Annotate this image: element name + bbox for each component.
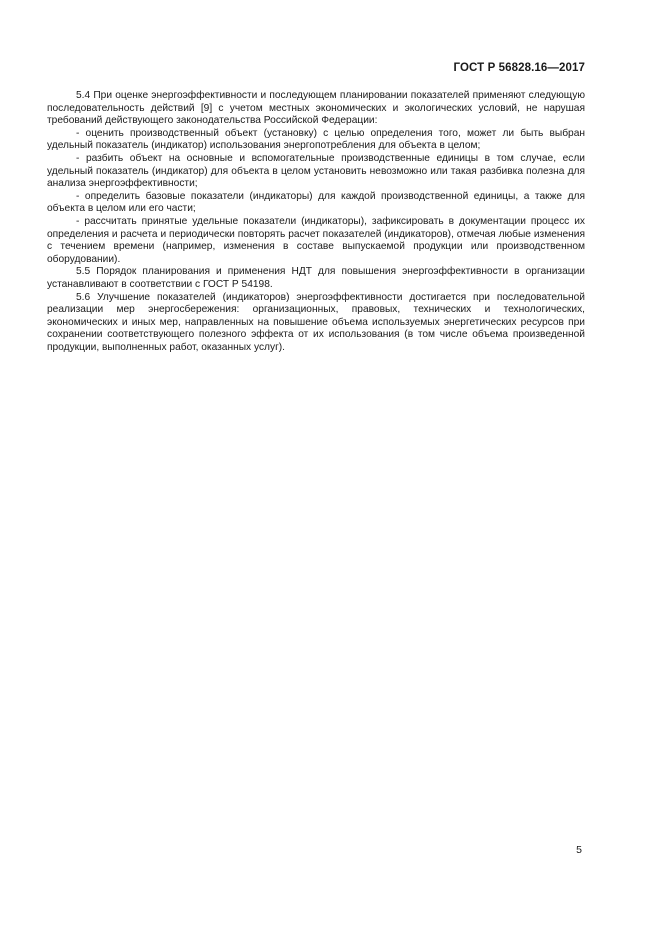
list-item-evaluate-object: - оценить производственный объект (установку) с целью определения того, может ли быть выбран удельный показатель (индикатор) использования энергопотребления для объекта в целом;: [47, 127, 585, 152]
list-item-split-object: - разбить объект на основные и вспомогательные производственные единицы в том случае, если удельный показатель (индикатор) для объекта в целом установить невозможно или такая разбивка полезна для анализа энергоэффективности;: [47, 152, 585, 190]
paragraph-5-6: 5.6 Улучшение показателей (индикаторов) энергоэффективности достигается при последовательной реализации мер энергосбережения: организационных, правовых, технических и технологических, экономических и иных мер, направленных на повышение объема используемых энергетических ресурсов при сохранении соответствующего полезного эффекта от их использования (в том числе объема произведенной продукции, выполненных работ, оказанных услуг).: [47, 291, 585, 353]
paragraph-5-4: 5.4 При оценке энергоэффективности и последующем планировании показателей применяют следующую последовательность действий [9] с учетом местных экономических и экологических условий, не нарушая требований действующего законодательства Российской Федерации:: [47, 90, 585, 127]
document-header-id: ГОСТ Р 56828.16—2017: [453, 62, 585, 74]
document-body: [47, 90, 585, 354]
list-item-define-baseline: - определить базовые показатели (индикаторы) для каждой производственной единицы, а также для объекта в целом или его части;: [47, 190, 585, 215]
page-number: 5: [576, 844, 582, 856]
list-item-calculate-indicators: - рассчитать принятые удельные показатели (индикаторы), зафиксировать в документации процесс их определения и расчета и периодически повторять расчет показателей (индикаторов), отмечая любые изменения с течением времени (например, изменения в составе выпускаемой продукции или производственном оборудовании).: [47, 215, 585, 265]
paragraph-5-5: 5.5 Порядок планирования и применения НДТ для повышения энергоэффективности в организации устанавливают в соответствии с ГОСТ Р 54198.: [47, 266, 585, 290]
